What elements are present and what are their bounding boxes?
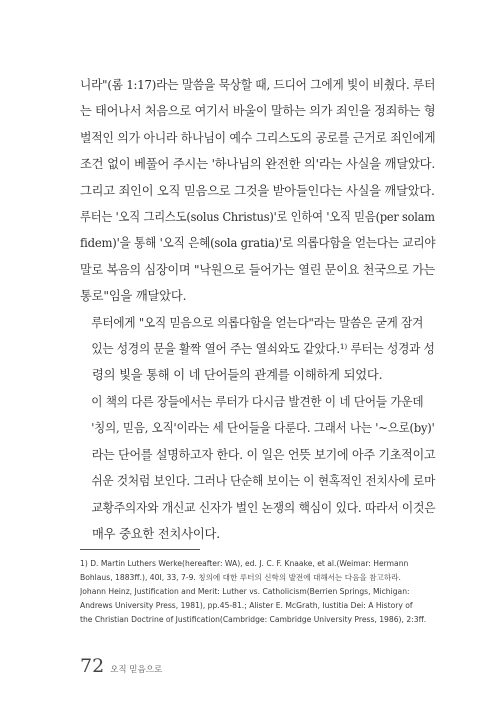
text-line: 있는 성경의 문을 활짝 열어 주는 열쇠와도 같았다.¹⁾ 루터는 성경과 성	[91, 342, 435, 357]
text-line: 루터는 '오직 그리스도(solus Christus)'로 인하여 '오직 믿음(per solam	[80, 210, 435, 225]
paragraph-3	[80, 389, 435, 547]
paragraph-1	[80, 72, 435, 310]
text-line: 매우 중요한 전치사이다.	[92, 526, 220, 541]
body-text	[80, 72, 435, 547]
footnote-line: the Christian Doctrine of Justification(Cambridge: Cambridge University Press, 1986), 2:3ff.	[80, 615, 427, 624]
text-line: 그리고 죄인이 오직 믿음으로 그것을 받아들인다는 사실을 깨달았다.	[80, 183, 435, 198]
text-line: 벌적인 의가 아니라 하나님이 예수 그리스도의 공로를 근거로 죄인에게	[80, 130, 436, 145]
text-line: 말로 복음의 심장이며 "낙원으로 들어가는 열린 문이요 천국으로 가는	[80, 262, 436, 277]
footnote-line: Bohlaus, 1883ff.), 40Ⅰ, 33, 7-9. 칭의에 대한 루터의 신학의 발전에 대해서는 다음을 참고하라.	[80, 573, 401, 582]
text-line: 는 태어나서 처음으로 여기서 바울이 말하는 의가 죄인을 정죄하는 형	[80, 104, 436, 119]
text-line: 조건 없이 베풀어 주시는 '하나님의 완전한 의'라는 사실을 깨달았다.	[80, 157, 436, 172]
footnote-line: Andrews University Press, 1981), pp.45-81.; Alister E. McGrath, Iustitia Dei: A History of	[80, 601, 413, 610]
page-footer	[80, 655, 162, 679]
text-line: fidem)'을 통해 '오직 은혜(sola gratia)'로 의롭다함을 얻는다는 교리야	[80, 236, 436, 251]
text-line: 령의 빛을 통해 이 네 단어들의 관계를 이해하게 되었다.	[92, 368, 383, 383]
running-title: 오직 믿음으로	[110, 665, 163, 675]
paragraph-2	[80, 310, 435, 389]
footnote	[80, 557, 435, 627]
text-line: 루터에게 "오직 믿음으로 의롭다함을 얻는다"라는 말씀은 굳게 잠겨	[91, 315, 424, 330]
page-number: 72	[80, 655, 105, 677]
text-line: 통로"임을 깨달았다.	[80, 289, 187, 304]
footnote-line: Johann Heinz, Justification and Merit: Luther vs. Catholicism(Berrien Springs, Michigan:	[80, 587, 410, 596]
footnote-line: 1) D. Martin Luthers Werke(hereafter: WA), ed. J. C. F. Knaake, et al.(Weimar: Hermann	[80, 559, 409, 568]
text-line: 쉬운 것처럼 보인다. 그러나 단순해 보이는 이 현혹적인 전치사에 로마	[91, 474, 436, 489]
footnote-divider	[80, 549, 200, 550]
text-line: 니라"(롬 1:17)라는 말씀을 묵상할 때, 드디어 그에게 빛이 비췄다. 루터	[80, 78, 436, 92]
text-line: 교황주의자와 개신교 신자가 벌인 논쟁의 핵심이 있다. 따라서 이것은	[91, 500, 436, 515]
text-line: 라는 단어를 설명하고자 한다. 이 일은 언뜻 보기에 아주 기초적이고	[91, 447, 436, 462]
text-line: '칭의, 믿음, 오직'이라는 세 단어들을 다룬다. 그래서 나는 '~으로(by)'	[91, 421, 435, 436]
text-line: 이 책의 다른 장들에서는 루터가 다시금 발견한 이 네 단어들 가운데	[91, 394, 424, 409]
